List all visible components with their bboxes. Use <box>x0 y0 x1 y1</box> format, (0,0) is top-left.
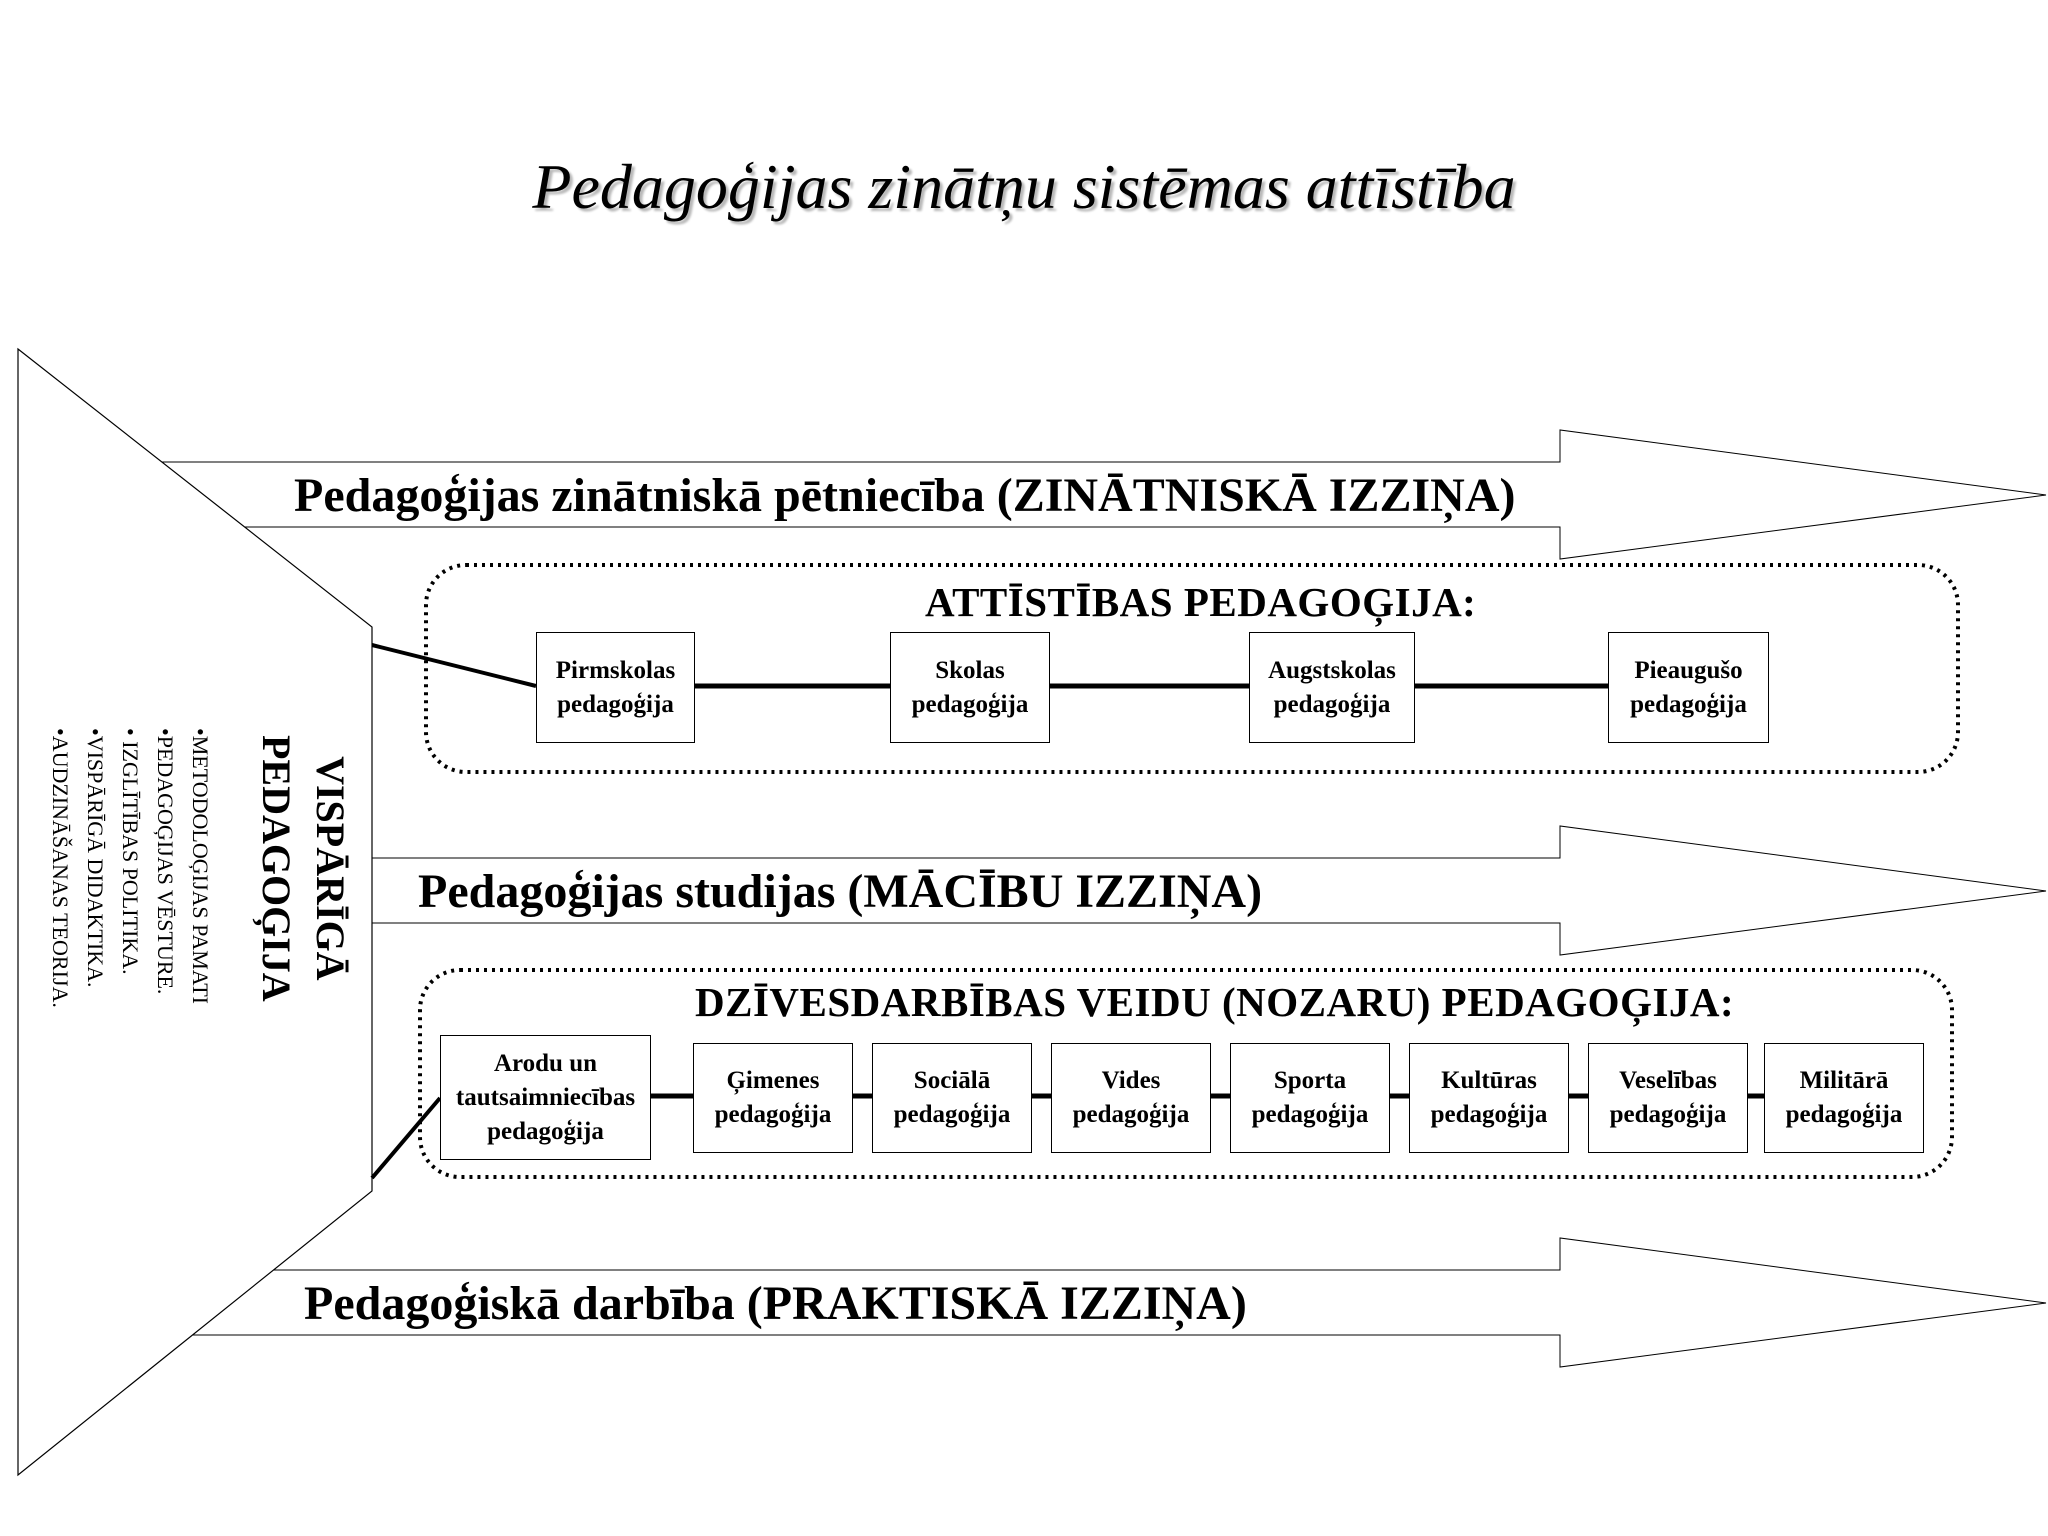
branches-box-military <box>1764 1043 1924 1153</box>
topic-item: •METODOLOĢIJAS PAMATI <box>188 728 213 1005</box>
box-line: pedagoģija <box>714 1101 832 1128</box>
funnel-to-branches-connector <box>372 1098 440 1178</box>
general-pedagogy-title <box>249 735 357 1002</box>
box-line: pedagoģija <box>911 690 1029 718</box>
studies-band-label: Pedagoģijas studijas (MĀCĪBU IZZIŅA) <box>418 865 1263 918</box>
box-line: tautsaimniecības <box>455 1083 636 1111</box>
box-line: Kultūras <box>1441 1067 1537 1094</box>
branches-box-health <box>1588 1043 1748 1153</box>
research-band-label: Pedagoģijas zinātniskā pētniecība (ZINĀTNISKĀ IZZIŅA) <box>294 469 1516 522</box>
development-box-higher-education <box>1249 632 1415 743</box>
branches-box-family <box>693 1043 853 1153</box>
box-line: pedagoģija <box>1251 1101 1369 1128</box>
box-line: Skolas <box>935 656 1005 684</box>
box-line: pedagoģija <box>1273 690 1391 718</box>
box-line: Sociālā <box>913 1067 991 1094</box>
box-line: pedagoģija <box>1072 1101 1190 1128</box>
branches-box-social <box>872 1043 1032 1153</box>
development-box-school <box>890 632 1050 743</box>
topic-item: • IZGLĪTĪBAS POLITIKA. <box>118 728 143 975</box>
development-box-preschool <box>536 632 695 743</box>
general-title-line: PEDAGOĢIJA <box>254 735 299 1002</box>
box-line: Veselības <box>1619 1067 1717 1094</box>
box-line: pedagoģija <box>893 1101 1011 1128</box>
box-line: Augstskolas <box>1268 656 1396 684</box>
page-title: Pedagoģijas zinātņu sistēmas attīstība <box>532 151 1516 222</box>
box-line: Vides <box>1101 1067 1161 1094</box>
general-title-line: VISPĀRĪGĀ <box>308 756 353 981</box>
topic-item: •VISPĀRĪGĀ DIDAKTIKA. <box>83 728 108 988</box>
box-line: pedagoģija <box>1785 1101 1903 1128</box>
box-line: pedagoģija <box>1430 1101 1548 1128</box>
box-line: Sporta <box>1273 1067 1347 1094</box>
box-line: Ģimenes <box>726 1067 820 1094</box>
topic-item: •PEDAGOĢIJAS VĒSTURE. <box>153 728 178 995</box>
branches-box-sport <box>1230 1043 1390 1153</box>
box-line: pedagoģija <box>1609 1101 1727 1128</box>
box-line: Arodu un <box>493 1049 598 1077</box>
box-line: Militārā <box>1799 1067 1889 1094</box>
general-pedagogy-topics <box>43 728 218 1008</box>
practice-band-label: Pedagoģiskā darbība (PRAKTISKĀ IZZIŅA) <box>304 1277 1247 1330</box>
development-box-adult <box>1608 632 1769 743</box>
branches-section-label: DZĪVESDARBĪBAS VEIDU (NOZARU) PEDAGOĢIJA: <box>695 979 1735 1025</box>
branches-box-environment <box>1051 1043 1211 1153</box>
box-line: Pirmskolas <box>555 656 676 684</box>
box-line: pedagoģija <box>1630 690 1747 718</box>
box-line: pedagoģija <box>487 1117 604 1145</box>
topic-item: •AUDZINĀŠANAS TEORIJA. <box>48 728 73 1008</box>
branches-box-culture <box>1409 1043 1569 1153</box>
funnel-to-development-connector <box>372 645 536 686</box>
box-line: Pieaugušo <box>1634 656 1743 684</box>
development-section-label: ATTĪSTĪBAS PEDAGOĢIJA: <box>925 579 1477 625</box>
branches-box-vocational <box>440 1035 651 1160</box>
box-line: pedagoģija <box>557 690 674 718</box>
